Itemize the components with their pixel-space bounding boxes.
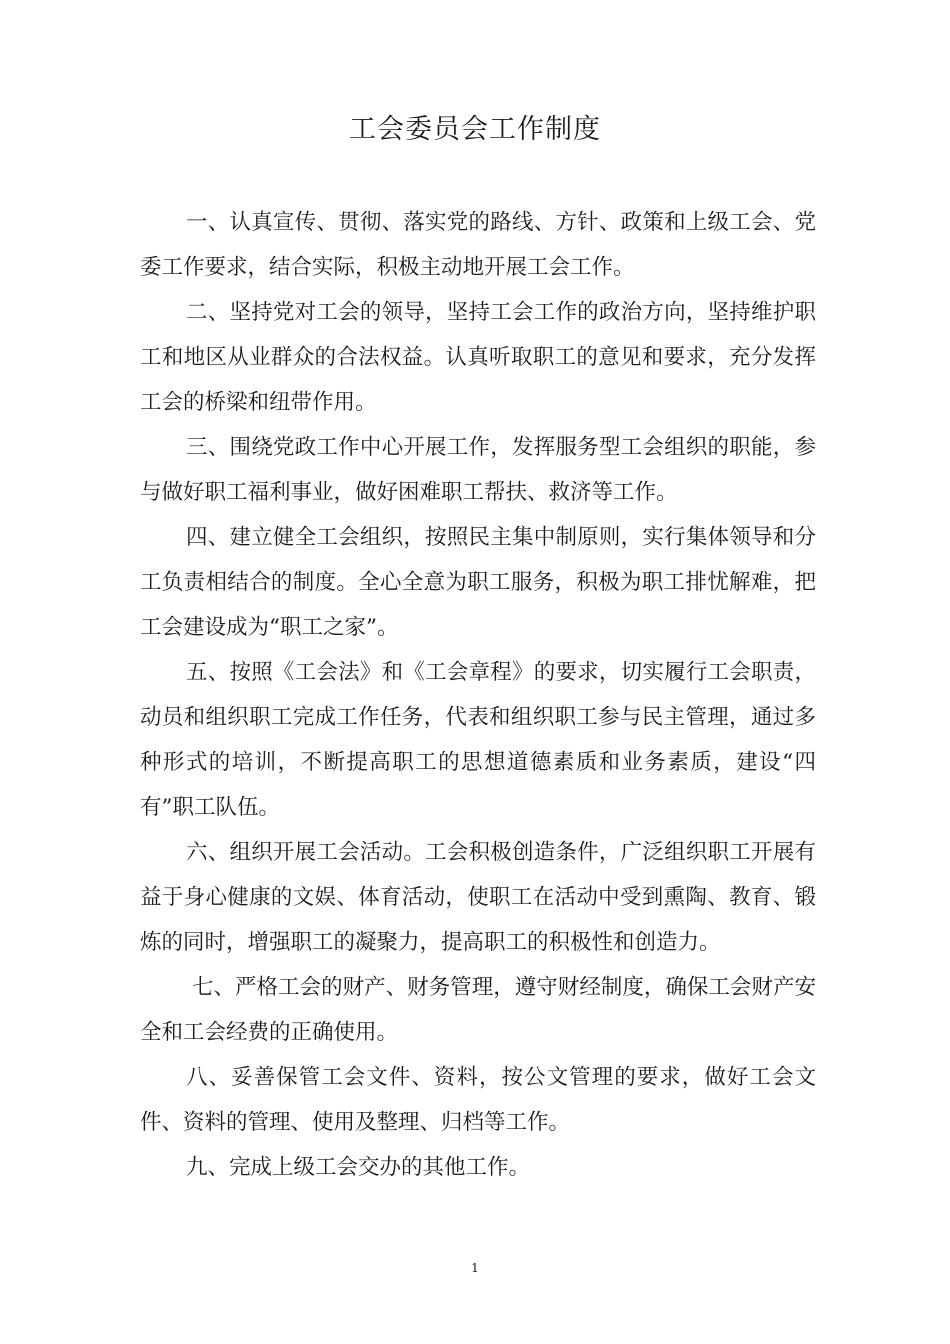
paragraph-5: 五、按照《工会法》和《工会章程》的要求，切实履行工会职责，动员和组织职工完成工作任务，代表和组织职工参与民主管理，通过多种形式的培训，不断提高职工的思想道德素质和业务素质，建设“四有”职工队伍。 xyxy=(140,660,816,820)
paragraph-3: 三、围绕党政工作中心开展工作，发挥服务型工会组织的职能，参与做好职工福利事业，做好困难职工帮扶、救济等工作。 xyxy=(140,435,816,505)
paragraph-6: 六、组织开展工会活动。工会积极创造条件，广泛组织职工开展有益于身心健康的文娱、体育活动，使职工在活动中受到熏陶、教育、锻炼的同时，增强职工的凝聚力，提高职工的积极性和创造力。 xyxy=(140,840,816,955)
document-body xyxy=(140,200,816,1190)
document-title: 工会委员会工作制度 xyxy=(349,114,601,145)
page-number: 1 xyxy=(471,1261,479,1275)
paragraph-1: 一、认真宣传、贯彻、落实党的路线、方针、政策和上级工会、党委工作要求，结合实际，积极主动地开展工会工作。 xyxy=(140,210,816,280)
paragraph-7: 七、严格工会的财产、财务管理，遵守财经制度，确保工会财产安全和工会经费的正确使用。 xyxy=(140,975,816,1045)
paragraph-9: 九、完成上级工会交办的其他工作。 xyxy=(186,1155,531,1180)
paragraph-8: 八、妥善保管工会文件、资料，按公文管理的要求，做好工会文件、资料的管理、使用及整理、归档等工作。 xyxy=(140,1065,816,1135)
paragraph-4: 四、建立健全工会组织，按照民主集中制原则，实行集体领导和分工负责相结合的制度。全心全意为职工服务，积极为职工排忧解难，把工会建设成为“职工之家”。 xyxy=(140,525,816,640)
paragraph-2: 二、坚持党对工会的领导，坚持工会工作的政治方向，坚持维护职工和地区从业群众的合法权益。认真听取职工的意见和要求，充分发挥工会的桥梁和纽带作用。 xyxy=(140,300,816,415)
